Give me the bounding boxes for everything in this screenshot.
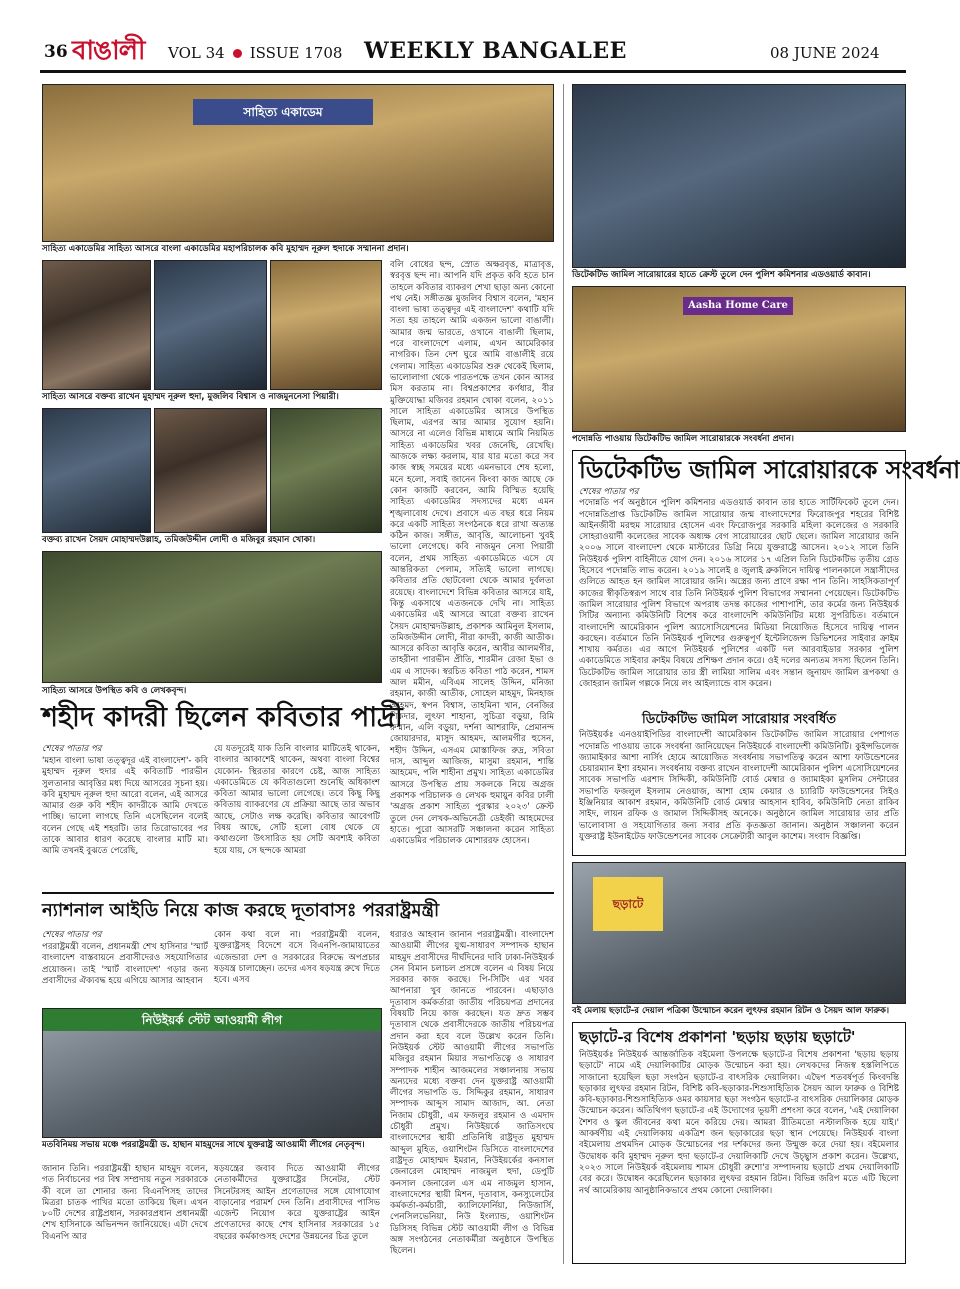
separator-dot-icon xyxy=(233,49,242,58)
column-divider xyxy=(563,84,564,1264)
poet-article-col2: যে যতদূরেই যাক তিনি বাংলার মাটিতেই থাকেন, বাংলার আকাশেই থাকেন, অথবা বাংলা বিশ্বের যেকোন- স্থিরতার কারণে চেষ্ট, আজ সাহিত্য একাডেমিতে যে কবিতাগুলো শুনেছি অধিকাংশ কবিতা আমার ভালো লেগেছে। তবে কিছু কিছু কবিতায় ব্যাকরণের যে প্রক্রিয়া আছে তার অভাব আছে, সেটাও লক্ষ করেছি। কবিতার আবেগটি বিষয় আছে, সেটি হলো বোধ থেকে যে কথাগুলো উৎসারিত হয় সেটি অবশ্যই কবিতা হয়ে যায়, সে ছন্দকে আমরা xyxy=(214,744,380,856)
detective-article-box xyxy=(572,450,960,856)
nid-article-bottom-col2: ষড়যন্ত্রের জবাব দিতে আওয়ামী লীগের নেতাকর্মীদের যুক্তরাষ্ট্রের সিনেটর, স্টেট সিনেটরসহ আইন প্রণেতাদের সঙ্গে যোগাযোগ বাড়ানোর পরামর্শ দেন তিনি। প্রবাসীদের পাসিভ এজেন্ট নিয়োগ করে যুক্তরাষ্ট্রের আইন প্রণেতাদের কাছে শেখ হাসিনার সরকারের ১৫ বছরের কর্মকাণ্ডসহ দেশের উন্নয়নের চিত্র তুলে xyxy=(214,1164,380,1242)
chhorate-article-body: নিউইয়র্কঃ নিউইয়র্ক আন্তর্জাতিক বইমেলা উপলক্ষে ছড়াটে-র বিশেষ প্রকাশনা 'ছড়ায় ছড়ায় ছড়াটে' নামে এই দেয়ালিকাটির মোড়ক উন্মোচন করা হয়। লেখকদের নিজস্ব হস্তলিপিতে সাজানো হয়েছিল ছড়া সংগঠন ছড়াটে-র বাৎসরিক দেয়ালিকা। এদ্বৈপ শতবর্ষপূর্ত কিংবদন্তি ছড়াকার লুৎফর রহমান রিটন, বিশিষ্ট কবি-ছড়াকার-শিশুসাহিত্যিক সৈয়দ আল ফারুক ও বিশিষ্ট কবি-ছড়াকার-শিশুসাহিত্যিক ওমর কায়সার ছড়া সংগঠন ছড়াটে-র বাৎসরিক দেয়ালিকার মোড়ক উন্মোচন করেন। অতিথিগণ ছড়াটে-র এই উদ্যোগের ভূয়সী প্রশংসা করে বলেন, 'এই দেয়ালিকা শৈশব ও স্কুল জীবনের কথা মনে করিয়ে দেয়। আমরা রীতিমতো নস্টালজিক হয়ে যাই।' আকর্ষণীয় এই দেয়ালিকায় একত্রিশ জন ছড়াকারের ছড়া স্থান পেয়েছে। নিউইয়র্ক বাংলা বইমেলায় প্রথমদিন মোড়ক উন্মোচনের পর দর্শকদের জন্য উন্মুক্ত করে দেয়া হয়। বইমেলার উদ্বোধক কবি মুহাম্মদ নূরুল হুদা ছড়াটে-র দেয়ালিকাটি দেখে উচ্ছ্বাস প্রকাশ করেন। উল্লেখ্য, ২০২৩ সালে নিউইয়র্ক বইমেলায় শামস চৌধুরী রুশো'র সম্পাদনায় ছড়াটে প্রথম দেয়ালিকাটি বের করে। উদ্বোধন করেছিলেন ছড়াকার লুৎফর রহমান রিটন। বিভিন্ন জরিপ মতে এটি ছিলো নর্থ আমেরিকায় আনুষ্ঠানিকভাবে প্রথম কোনো দেয়ালিকা। xyxy=(579,1050,899,1196)
detective-article-body2: নিউইয়র্কঃ এনওয়াইপিডির বাংলাদেশী আমেরিকান ডিটেকটিভ জামিল সারোয়ার পেশাগত পদোন্নতি পাওয়ায় তাকে সংবর্ধনা জানিয়েছেন নিউইয়র্কে বাংলাদেশী কমিউনিটি। কুইন্সভিলেজ জ্যামাইকার আশা নার্সিং হোমে আয়োজিত সংবর্ধনায় সভাপতিত্ব করেন আশা ফাউন্ডেশনের চেয়ারম্যান ইশা রহমান। সংবর্ধনায় বক্তব্য রাখেন বাংলাদেশী আমেরিকান পুলিশ এসোসিয়েশনের সাবেক সভাপতি এরশাদ সিদ্দিকী, কমিউনিটি বোর্ড মেম্বার ও জ্যামাইকা মুসলিম সেন্টারের সভাপতি ফজলুল ইসলাম নেওয়াজ, আশা হোম কেয়ার ও চ্যারিটি ফাউন্ডেশনের সিইও ইঞ্জিনিয়ার আকাশ রহমান, কমিউনিটি বোর্ড মেম্বার আহসান হাবিব, কমিউনিটি নেতা রাকিব সাইদ, লায়ন রফিক ও জামাল সিদ্দিকীসহ অনেকে। অনুষ্ঠানে জামিল সারোয়ার তার প্রতি ভালোবাসা ও সহযোগিতার জন্য সবার প্রতি কৃতজ্ঞতা জানান। অনুষ্ঠান সঞ্চালনা করেন যুক্তরাষ্ট্র ইউনাইটেড ফাউন্ডেশনের সাবেক সেক্রেটারী আবুল কাশেম। সংবাদ বিজ্ঞপ্তি। xyxy=(579,730,899,842)
right-photo3-caption: বই মেলায় ছড়াটে-র দেয়াল পত্রিকা উন্মোচন করেন লুৎফর রহমান রিটন ও সৈয়দ আল ফারুক। xyxy=(572,1006,890,1016)
chhorate-article-headline: ছড়াটে-র বিশেষ প্রকাশনা 'ছড়ায় ছড়ায় ছড়াটে' xyxy=(579,1028,856,1046)
detective-family-photo xyxy=(572,84,906,268)
detective-article-subhead: ডিটেকটিভ জামিল সারোয়ার সংবর্ধিত xyxy=(641,712,837,728)
nid-article-col1: পররাষ্ট্রমন্ত্রী বলেন, প্রধানমন্ত্রী শেখ হাসিনার 'স্মার্ট বাংলাদেশ বাস্তবায়নে প্রবাসীদেরও সহযোগিতার প্রয়োজন। তাই 'স্মার্ট বাংলাদেশ' গড়ার জন্য প্রবাসীদের ঐক্যবদ্ধ হয়ে এগিয়ে আসার আহবান xyxy=(42,942,208,986)
reception-photo xyxy=(572,286,906,432)
poet-article-col1: 'মহান বাংলা ভাষা তত্ত্বদূর এই বাংলাদেশ'- কবি মুহাম্মদ নূরুল হুদার এই কবিতাটি পারভীন সুলতানার আবৃত্তির মধ্য দিয়ে আসরের সূচনা হয়। কবি মুহাম্মদ নূরুল হুদা আরো বলেন, এই আসরে আমার গুরু কবি শহীদ কাদরীকে আমি দেখতে পাচ্ছি। ভালো লাগছে তিনি এসেছিলেন বলেই বলেন গেছে এই শহরটি। তার তিরোভাবের পর তাকে আবার ধারণ করেছে বাংলার মাটি মা। আমি তখনই বুঝতে পেরেছি, xyxy=(42,756,208,857)
nid-article-bottom-col1: জানান তিনি। পররাষ্ট্রমন্ত্রী হাছান মাহমুদ বলেন, গত নির্বাচনের পর বিশ্ব সম্প্রদায় নতুন সরকারকে কী বলে তা শোনার জন্য বিএনপিসহ তাদের মিত্ররা চাতক পাখির মতো তাকিয়ে ছিল। এখন ৮০টি দেশের রাষ্ট্রপ্রধান, সরকারপ্রধান প্রধানমন্ত্রী শেখ হাসিনাকে অভিনন্দন জানিয়েছে। এটা দেখে বিএনপি আর xyxy=(42,1164,208,1242)
speaker-photo-5 xyxy=(154,408,267,533)
speaker-photo-1 xyxy=(42,260,151,390)
nid-article-continued: শেষের পাতার পর xyxy=(42,930,102,940)
masthead-logo: বাঙালী xyxy=(72,36,145,66)
detective-article-continued: শেষের পাতার পর xyxy=(579,487,639,497)
academy-banner: সাহিত্য একাডেম xyxy=(193,99,373,125)
literary-article-column: বলি বোধের ছন্দ, স্রোত অক্ষরবৃত্ত, মাত্রাবৃত্ত, স্বরবৃত্ত ছন্দ না। আপনি যদি প্রকৃত কবি হতে চান তাহলে কবিতার ব্যাকরণ শেখা ছাড়া অন্য কোনো পথ নেই। সঙ্গীতজ্ঞ মুজলিব বিশ্বাস বলেন, 'মহান বাংলা ভাষা তত্ত্বদূর এই বাংলাদেশ' কথাটি যদি সত্য হয় তাহলে আমি একজন ভালো বাঙালী। আমার জন্ম ভারতে, ওখানে বাঙালী ছিলাম, পরে বাংলাদেশে এলাম, এখন আমেরিকার নাগরিক। তিন দেশ ঘুরে আমি বাঙালীই রয়ে গেলাম। সাহিত্য একাডেমির শুরু থেকেই ছিলাম, ভালোলাগা থেকে পারতপক্ষে তখন কোন আসর মিস করতাম না। বিশ্বপ্রকাশের কর্ণধার, বীর মুক্তিযোদ্ধা মজিবর রহমান খোকা বলেন, ২০১১ সালে সাহিত্য একাডেমির আসরে উপস্থিত ছিলাম, এরপর আর আমার সুযোগ হয়নি। আসরে না এলেও বিভিন্ন মাধ্যমে আমি নিয়মিত সাহিত্য একাডেমির খবর জেনেছি, রেখেছি। আজকে লক্ষ্য করলাম, যার যার মতো করে সব কাজ স্বচ্ছ সময়ের মধ্যে এমনভাবে শেষ হলো, মনে হলো, সবাই জানেন কিংবা কাজ আছে কে কোন কাজটি করবেন, আমি বিস্মিত হয়েছি সাহিত্য একাডেমির সদস্যদের মধ্যে এমন শৃঙ্খলাবোধ দেখে। প্রবাসে এত বছর ধরে নিয়ম করে একটি সাহিত্য সংগঠনকে ধরে রাখা অত্যন্ত কঠিন কাজ। সঙ্গীত, আবৃত্তি, আলোচনা খুবই ভালো লেগেছে। কবি নাজমুন নেসা পিয়ারী বলেন, প্রথম সাহিত্য একাডেমিতে এসে যে আন্তরিকতা পেলাম, সত্যিই ভালো লাগছে। কবিতার প্রতি ছোটবেলা থেকে আমার দুর্বলতা রয়েছে। বাংলাদেশে বিভিন্ন কবিতার আসরে যাই, কিন্তু একসাথে এতজনকে দেখি না। সাহিত্য একাডেমির এই আসরে আরো বক্তব্য রাখেন সৈয়দ মোহাম্মদউল্লাহ, প্রকাশক আমিনুল ইসলাম, তমিজউদ্দীন লোদী, নীরা কাদরী, কাজী আতীক। আসরে কবিতা আবৃত্তি করেন, আবীর আলমগীর, তাহরীনা পারভীন প্রীতি, শারমীন রেজা ইভা ও এম এ সাদেক। স্বরচিত কবিতা পাঠ করেন, শামস আল মমীন, এবিএম সালেহ উদ্দিন, মনিজা রহমান, কাজী আতীক, সোহেল মাহমুদ, মিনহাজ আহমদ, স্বপন বিশ্বাস, তাহমিনা খান, বেনজির শিকদার, লুৎফা শাহানা, সুচিত্রা বড়ুয়া, রিমি রুম্মান, এলি বড়ুয়া, দর্শনা আশরাফি, প্রেমানন্দ জোয়ারদার, মাসুদ আহমদ, আলমগীর হুসেন, শহীদ উদ্দিন, এসএম মোস্তাফিজ রুদ্র, সবিতা দাস, আব্দুল আজিজ, মাসুমা রহমান, শান্তি আহমেদ, পলি শাহীনা প্রমুখ। সাহিত্য একাডেমির আসরে উপস্থিত প্রায় সকলকে নিয়ে অগ্রজ প্রকাশক পরিচালক ও লেখক হুমায়ুন কবির ঢালী 'অগ্রজ প্রকাশ সাহিত্য পুরস্কার ২০২৩' ক্রেস্ট তুলে দেন লেখক-অভিনেত্রী ডেইজী আহমেদের হাতে। পুরো আসরটি সঞ্চালনা করেন সাহিত্য একাডেমির পরিচালক মোশাররফ হোসেন। xyxy=(390,260,554,847)
header-rule xyxy=(40,70,906,73)
photo1-caption: সাহিত্য একাডেমির সাহিত্য আসরে বাংলা একাডেমির মহাপরিচালক কবি মুহাম্মদ নূরুল হুদাকে সম্মাননা প্রদান। xyxy=(42,244,409,254)
poet-article-headline: শহীদ কাদরী ছিলেন কবিতার পাদ্রী xyxy=(42,702,403,733)
page-number: 36 xyxy=(44,42,68,62)
volume: VOL 34 xyxy=(168,44,225,62)
awami-photo-caption: মতবিনিময় সভায় মঞ্চে পররাষ্ট্রমন্ত্রী ড. হাছান মাহমুদের সাথে যুক্তরাষ্ট্র আওয়ামী লীগের নেতৃবৃন্দ। xyxy=(42,1140,365,1150)
speaker-photo-3 xyxy=(270,260,382,390)
right-photo1-caption: ডিটেকটিভ জামিল সারোয়ারের হাতে ক্রেস্ট তুলে দেন পুলিশ কমিশনার এডওয়ার্ড কাবান। xyxy=(572,270,871,280)
awami-league-photo xyxy=(42,1008,382,1138)
nid-article-right-col: ধরারও আহবান জানান পররাষ্ট্রমন্ত্রী। বাংলাদেশ আওয়ামী লীগের যুগ্ম-সাধারণ সম্পাদক হাছান মাহমুদ প্রবাসীদের দীর্ঘদিনের দাবি ঢাকা-নিউইয়র্ক সেন বিমান চলাচল প্রসঙ্গে বলেন এ বিষয় নিয়ে সরকার কাজ করছে। পি-সিটিং এর খবর আপনারা খুব জানতে পারবেন। এছাড়াও দূতাবাস কর্মকর্তারা জাতীয় পরিচয়পত্র প্রদানের বিষয়টি নিয়ে কাজ করছেন। যত দ্রুত সম্ভব দূতাবাস থেকে প্রবাসীদেরকে জাতীয় পরিচয়পত্র প্রদান করা হবে বলে উল্লেখ করেন তিনি। নিউইয়র্ক স্টেট আওয়ামী লীগের সভাপতি মজিবুর রহমান মিয়ার সভাপতিত্বে ও সাধারণ সম্পাদক শাহীন আজমলের সঞ্চালনায় সভায় অন্যদের মধ্যে বক্তব্য দেন যুক্তরাষ্ট্র আওয়ামী লীগের সভাপতি ড. সিদ্দিকুর রহমান, সাধারণ সম্পাদক আব্দুস সামাদ আজাদ, আ. নেতা নিজাম চৌধুরী, এম ফজলুর রহমান ও এমদাদ চৌধুরী প্রমুখ। নিউইয়র্কে জাতিসংঘে বাংলাদেশের স্থায়ী প্রতিনিধি রাষ্ট্রদূত মুহাম্মদ আব্দুল মুহিত, ওয়াশিংটন ডিসিতে বাংলাদেশের রাষ্ট্রদূত মোহাম্মদ ইমরান, নিউইয়র্কের কনসাল জেনারেল মোহাম্মদ নাজমুল হুদা, ডেপুটি কনসাল জেনারেল এস এম নাজমুল হাসান, বাংলাদেশের স্থায়ী মিশন, দূতাবাস, কনস্যুলেটের কর্মকর্তা-কর্মচারী, ক্যালিফোর্নিয়া, নিউজার্সি, পেনসিলভেনিয়া, নিউ ইংল্যান্ড, ওয়াশিংটন ডিসিসহ বিভিন্ন স্টেট আওয়ামী লীগ ও বিভিন্ন অঙ্গ সংগঠনের নেতাকর্মীরা অনুষ্ঠানে উপস্থিত ছিলেন। xyxy=(390,930,554,1257)
speaker-photo-4 xyxy=(42,408,151,533)
literary-academy-photo xyxy=(42,84,554,242)
book-fair-photo xyxy=(572,862,906,1004)
photo-row2-caption: সাহিত্য আসরে বক্তব্য রাখেন মুহাম্মদ নূরুল হুদা, মুজলিব বিশ্বাস ও নাজমুননেসা পিয়ারী। xyxy=(42,392,339,402)
volume-issue xyxy=(168,44,342,62)
audience-photo xyxy=(42,551,382,683)
home-care-banner: Aasha Home Care xyxy=(683,297,793,315)
chhorate-board: ছড়াটে xyxy=(593,877,663,931)
section-rule xyxy=(42,892,554,894)
chhorate-article-box xyxy=(572,1022,906,1264)
right-photo2-caption: পদোন্নতি পাওয়ায় ডিটেকটিভ জামিল সারোয়ারকে সংবর্ধনা প্রদান। xyxy=(572,434,794,444)
awami-banner: নিউইয়র্ক স্টেট আওয়ামী লীগ xyxy=(43,1009,381,1031)
speaker-photo-2 xyxy=(154,260,267,390)
detective-article-body: পদোন্নতি পর্ব অনুষ্ঠানে পুলিশ কমিশনার এডওয়ার্ড কাবান তার হাতে সার্টিফিকেট তুলে দেন। পদোন্নতিপ্রাপ্ত ডিটেকটিভ জামিল সারোয়ার জন্ম বাংলাদেশের ফিরোজপুর শহরের বিশিষ্ট আইনজীবী মরহুম সারোয়ার হোসেন এবং ফিরোজপুর সরকারি মহিলা কলেজের ও সরকারি সোহরাওয়ার্দী কলেজের সাবেক অধ্যক্ষ বেগ সারোয়ারের ছোট ছেলে। জামিল সারোয়ার জনি ২০০৬ সালে বাংলাদেশ থেকে মাস্টারের ডিগ্রি নিয়ে যুক্তরাষ্ট্রে আসেন। ২০১২ সালে তিনি নিউইয়র্ক পুলিশ বাহিনীতে যোগ দেন। ২০১৬ সালের ১৭ এপ্রিল তিনি ডিটেকটিভ তৃতীয় গ্রেড হিসেবে পদোন্নতি লাভ করেন। ২০১৯ সালেই ৪ জুলাই ব্রুকলিনে দায়িত্ব পালনকালে সন্ত্রাসীদের গুলিতে আহত হন জামিল সারোয়ার জনি। অস্ত্রের জন্য প্রাণে রক্ষা পান তিনি। সাহসিকতাপূর্ণ কাজের স্বীকৃতিস্বরূপ সাথে বার তিনি নিউইয়র্ক পুলিশ বিভাগের সম্মাননা পেয়েছেন। ডিটেকটিভ জামিল সারোয়ার পুলিশ বিভাগে অপরাধ তদন্ত কাজের পাশাপাশি, তার কর্মের জন্য নিউইয়র্ক সিটির অন্যান্য কমিউনিটি বিশেষ করে বাংলাদেশি কমিউনিটির মধ্যে সুপরিচিত। বর্তমানে বাংলাদেশি আমেরিকান পুলিশ অ্যাসোসিয়েশনের মিডিয়া নিয়োজিত হিসেবে দায়িত্ব পালন করছেন। বর্তমানে তিনি নিউইয়র্ক পুলিশের গুরুত্বপূর্ণ ইন্টেলিজেন্স ডিভিশনের সাইবার ক্রাইম শাখায় কর্মরত। এর আগে নিউইয়র্ক পুলিশের একটি দল আরবাইডার সরকার পুলিশ একাডেমিতে সাইবার ক্রাইম বিষয়ে প্রশিক্ষণ প্রদান করে। ওই দলের অন্যতম সদস্য ছিলেন তিনি। ডিটেকটিভ জামিল সারোয়ার তার স্ত্রী লামিয়া সালিম এবং সন্তান জুনায়দ জামিল রূপকথা ও জোহরান জামিল গল্পকে নিয়ে লং আইল্যান্ডে বাস করেন। xyxy=(579,498,899,690)
audience-caption: সাহিত্য আসরে উপস্থিত কবি ও লেখকবৃন্দ। xyxy=(42,686,187,696)
photo-row3-caption: বক্তব্য রাখেন সৈয়দ মোহাম্মদউল্লাহ, তমিজউদ্দীন লোদী ও মজিবুর রহমান খোকা। xyxy=(42,535,316,545)
issue-date: 08 JUNE 2024 xyxy=(770,44,880,62)
nid-article-col2: কোন কথা বলে না। পররাষ্ট্রমন্ত্রী বলেন, যুক্তরাষ্ট্রসহ বিদেশে বসে বিএনপি-জামায়াতের এজেন্ডারা দেশ ও সরকারের বিরুদ্ধে অপপ্রচার ষড়যন্ত্র চালাচ্ছেন। তদের এসব ষড়যন্ত্র রুখে দিতে হবে। এসব xyxy=(214,930,380,986)
nid-article-headline: ন্যাশনাল আইডি নিয়ে কাজ করছে দূতাবাসঃ পররাষ্ট্রমন্ত্রী xyxy=(42,900,440,921)
speaker-photo-6 xyxy=(270,408,382,533)
detective-article-headline: ডিটেকটিভ জামিল সারোয়ারকে সংবর্ধনা xyxy=(579,455,960,484)
publication-title: WEEKLY BANGALEE xyxy=(364,38,627,64)
poet-article-continued: শেষের পাতার পর xyxy=(42,744,102,754)
issue: ISSUE 1708 xyxy=(249,44,343,62)
